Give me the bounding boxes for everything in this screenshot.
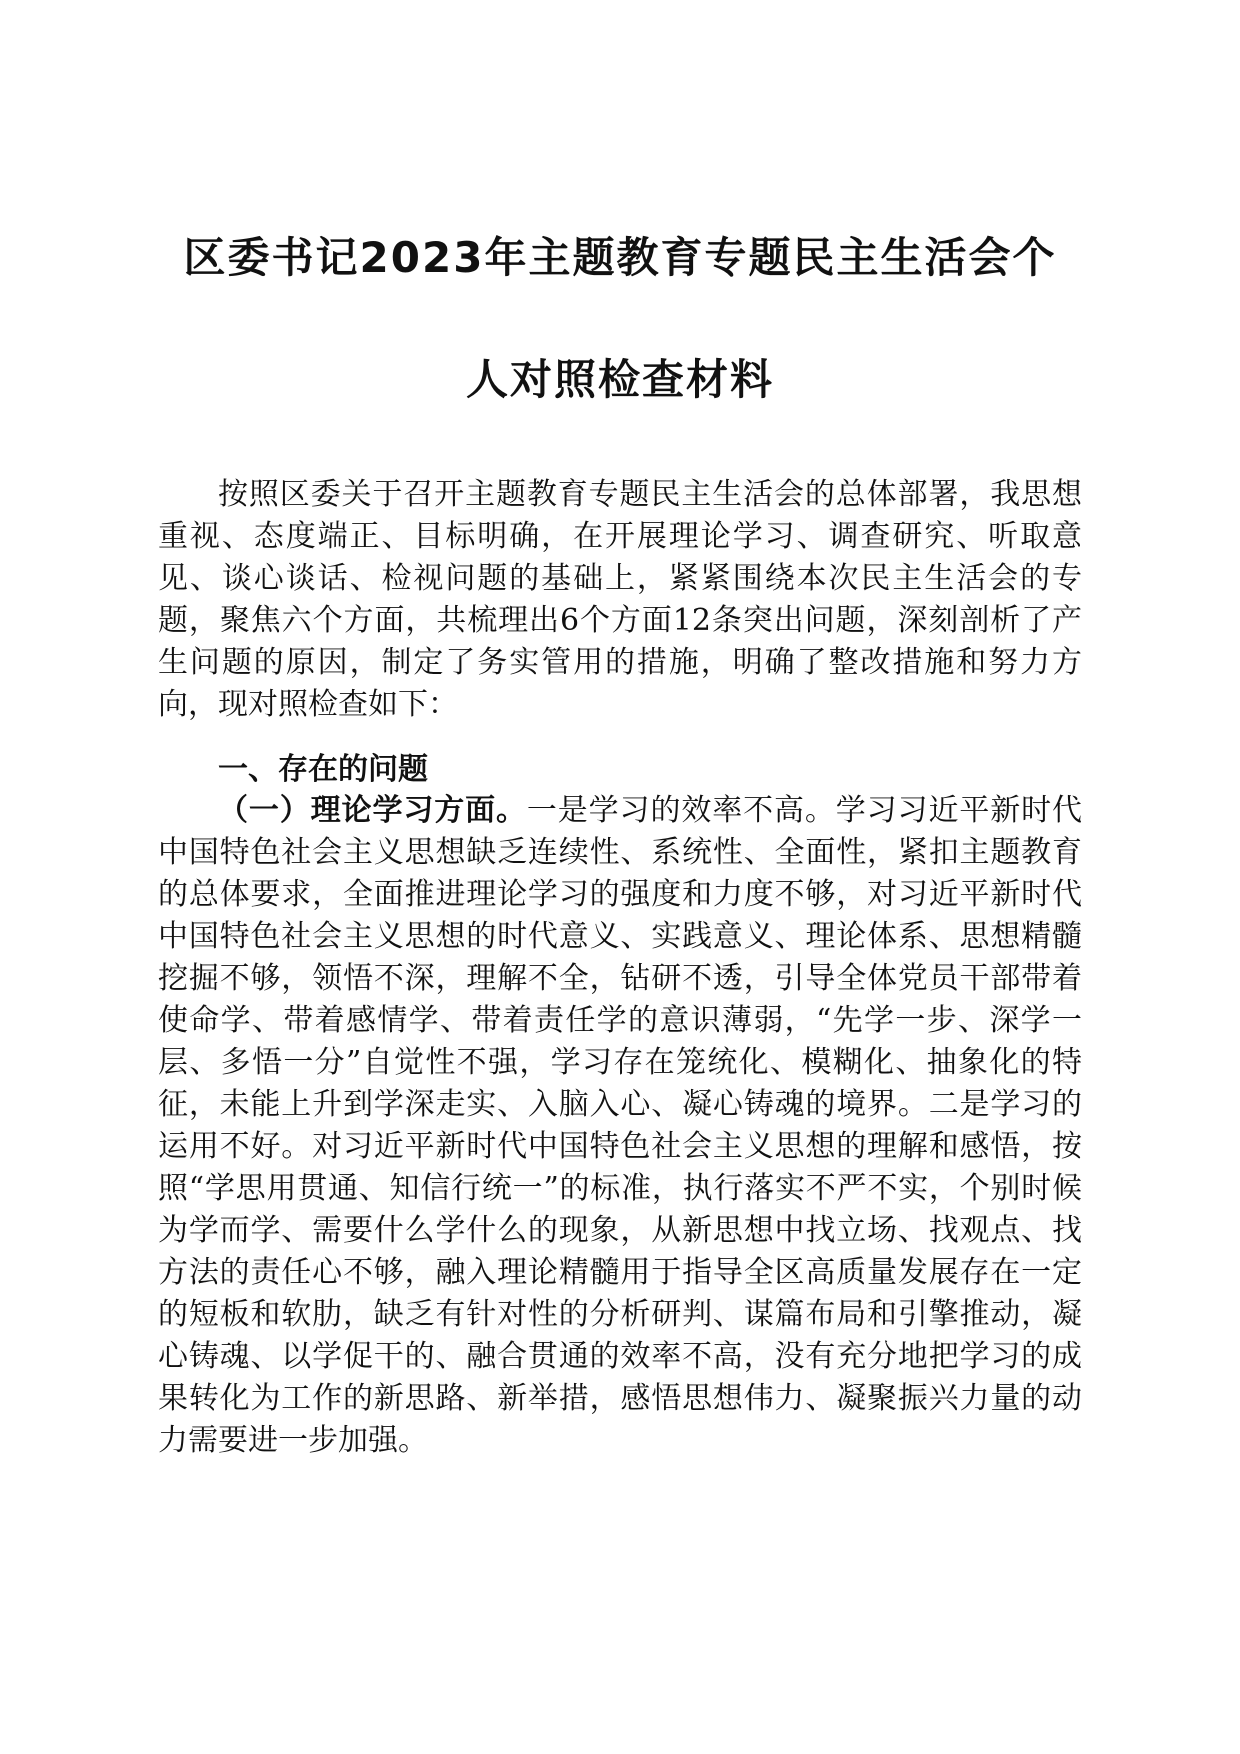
subsection-theory-study-paragraph: [158, 790, 1082, 1462]
document-title-line-1: 区委书记2023年主题教育专题民主生活会个: [183, 233, 1057, 282]
section-heading-problems: 一、存在的问题: [218, 752, 428, 787]
document-title-line-2: 人对照检查材料: [465, 355, 774, 404]
subsection-theory-study-text: 一是学习的效率不高。学习习近平新时代中国特色社会主义思想缺乏连续性、系统性、全面性，紧扣主题教育的总体要求，全面推进理论学习的强度和力度不够，对习近平新时代中国特色社会主义思想的时代意义、实践意义、理论体系、思想精髓挖掘不够，领悟不深，理解不全，钻研不透，引导全体党员干部带着使命学、带着感情学、带着责任学的意识薄弱，“先学一步、深学一层、多悟一分”自觉性不强，学习存在笼统化、模糊化、抽象化的特征，未能上升到学深走实、入脑入心、凝心铸魂的境界。二是学习的运用不好。对习近平新时代中国特色社会主义思想的理解和感悟，按照“学思用贯通、知信行统一”的标准，执行落实不严不实，个别时候为学而学、需要什么学什么的现象，从新思想中找立场、找观点、找方法的责任心不够，融入理论精髓用于指导全区高质量发展存在一定的短板和软肋，缺乏有针对性的分析研判、谋篇布局和引擎推动，凝心铸魂、以学促干的、融合贯通的效率不高，没有充分地把学习的成果转化为工作的新思路、新举措，感悟思想伟力、凝聚振兴力量的动力需要进一步加强。: [158, 793, 1083, 1458]
subsection-theory-study-heading: （一）理论学习方面。: [218, 793, 527, 828]
intro-paragraph: 按照区委关于召开主题教育专题民主生活会的总体部署，我思想重视、态度端正、目标明确，在开展理论学习、调查研究、听取意见、谈心谈话、检视问题的基础上，紧紧围绕本次民主生活会的专题，聚焦六个方面，共梳理出6个方面12条突出问题，深刻剖析了产生问题的原因，制定了务实管用的措施，明确了整改措施和努力方向，现对照检查如下：: [158, 477, 1082, 722]
